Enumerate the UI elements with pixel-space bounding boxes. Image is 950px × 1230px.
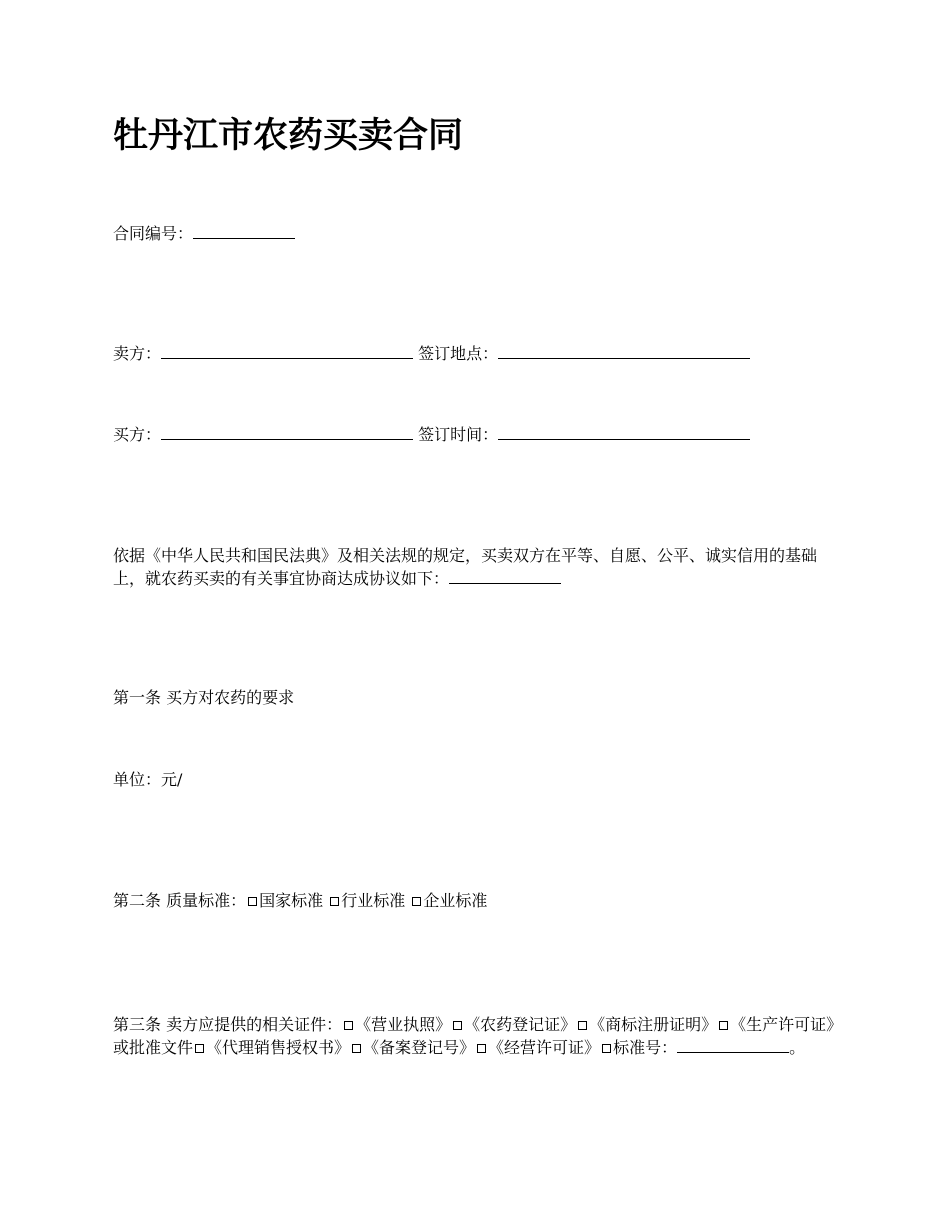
buyer-line (113, 423, 750, 447)
item-business-permit: 《经营许可证》 (488, 1038, 601, 1057)
item-production-permit: 《生产许可证》或批准文件 (113, 1015, 835, 1057)
sign-time-label: 签订时间： (418, 425, 499, 444)
seller-line (113, 342, 750, 366)
checkbox-industry[interactable] (330, 897, 339, 906)
article3-paragraph (113, 1014, 841, 1059)
article3-prefix: 第三条 卖方应提供的相关证件： (113, 1015, 343, 1034)
contract-number-line (113, 222, 295, 246)
unit-line: 单位：元/ (113, 770, 183, 789)
contract-number-label: 合同编号： (113, 224, 194, 243)
checkbox-national[interactable] (248, 897, 257, 906)
article1-heading: 第一条 买方对农药的要求 (113, 688, 295, 707)
sign-place-label: 签订地点： (418, 344, 499, 363)
intro-blank (449, 567, 561, 584)
checkbox-business-permit[interactable] (477, 1044, 486, 1053)
item-trademark: 《商标注册证明》 (589, 1015, 718, 1034)
item-pesticide-registration: 《农药登记证》 (464, 1015, 577, 1034)
checkbox-trademark[interactable] (578, 1021, 587, 1030)
checkbox-filing-number[interactable] (352, 1044, 361, 1053)
option-industry-standard: 行业标准 (341, 891, 406, 910)
article2-prefix: 第二条 质量标准： (113, 891, 247, 910)
option-national-standard: 国家标准 (259, 891, 324, 910)
article2-line (113, 889, 487, 913)
buyer-blank (161, 423, 413, 440)
buyer-label: 买方： (113, 425, 162, 444)
item-business-license: 《营业执照》 (355, 1015, 452, 1034)
intro-text: 依据《中华人民共和国民法典》及相关法规的规定，买卖双方在平等、自愿、公平、诚实信用的基础上，就农药买卖的有关事宜协商达成协议如下： (113, 546, 818, 588)
standard-number-blank (677, 1036, 789, 1053)
document-title: 牡丹江市农药买卖合同 (113, 115, 464, 156)
item-filing-number: 《备案登记号》 (363, 1038, 476, 1057)
checkbox-business-license[interactable] (344, 1021, 353, 1030)
intro-paragraph (113, 545, 841, 590)
sign-time-blank (498, 423, 750, 440)
article3-end: 。 (789, 1038, 806, 1057)
seller-label: 卖方： (113, 344, 162, 363)
seller-blank (161, 342, 413, 359)
option-enterprise-standard: 企业标准 (423, 891, 488, 910)
checkbox-agency-authorization[interactable] (195, 1044, 204, 1053)
checkbox-production-permit[interactable] (719, 1021, 728, 1030)
checkbox-standard-number[interactable] (602, 1044, 611, 1053)
sign-place-blank (498, 342, 750, 359)
checkbox-pesticide-registration[interactable] (453, 1021, 462, 1030)
item-agency-authorization: 《代理销售授权书》 (206, 1038, 351, 1057)
checkbox-enterprise[interactable] (412, 897, 421, 906)
item-standard-number: 标准号： (613, 1038, 678, 1057)
contract-number-blank (193, 222, 295, 239)
